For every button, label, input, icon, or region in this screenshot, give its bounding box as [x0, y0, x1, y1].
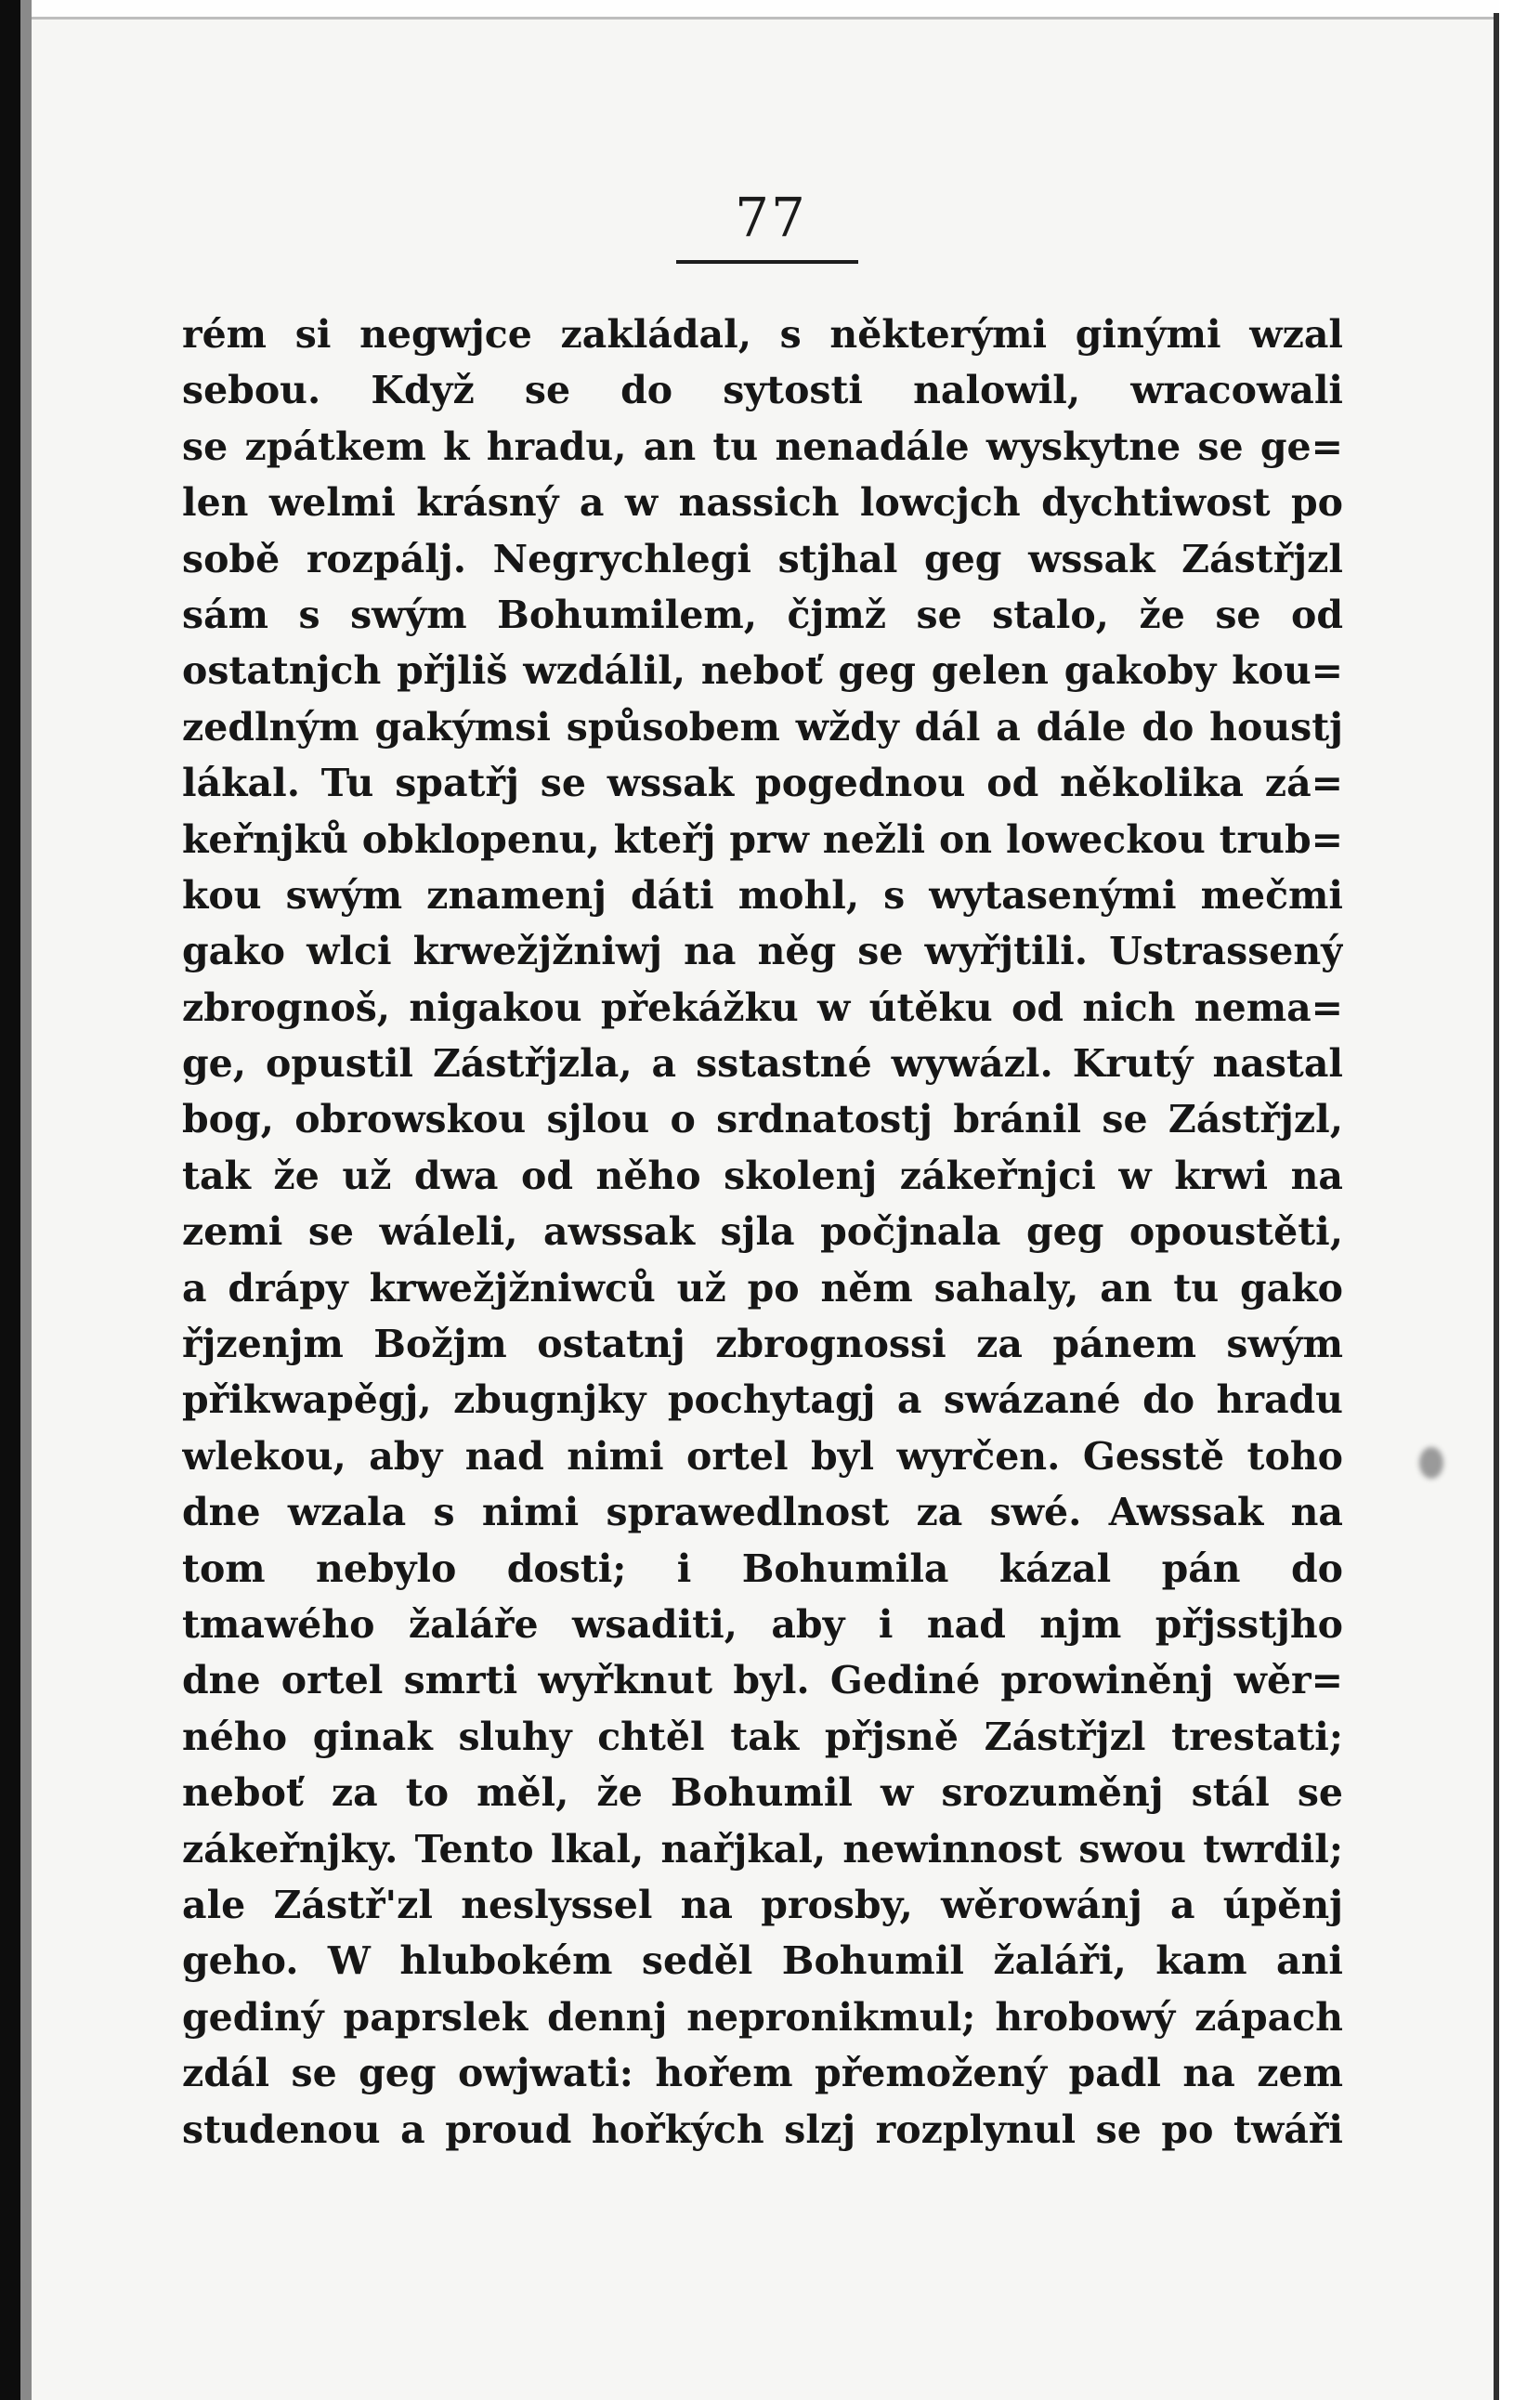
text-line: sebou. Když se do sytosti nalowil, wracowali	[182, 368, 1343, 413]
text-line: keřnjků obklopenu, kteřj prw nežli on loweckou trub=	[182, 816, 1343, 862]
text-line: gediný paprslek dennj nepronikmul; hrobowý zápach	[182, 1994, 1343, 2040]
text-line: studenou a proud hořkých slzj rozplynul se po twáři	[182, 2107, 1343, 2152]
ink-spot	[1419, 1447, 1443, 1479]
text-line: zedlným gakýmsi spůsobem wždy dál a dále do houstj	[182, 704, 1343, 750]
text-line: neboť za to měl, že Bohumil w srozuměnj stál se	[182, 1770, 1343, 1816]
text-line: ného ginak sluhy chtěl tak přjsně Zástřjzl trestati;	[182, 1714, 1343, 1759]
text-line: len welmi krásný a w nassich lowcjch dychtiwost po	[182, 480, 1343, 526]
text-line: přikwapěgj, zbugnjky pochytagj a swázané do hradu	[182, 1377, 1343, 1423]
text-line: a drápy krwežjžniwců už po něm sahaly, an tu gako	[182, 1265, 1343, 1311]
text-line: geho. W hlubokém seděl Bohumil žaláři, kam ani	[182, 1938, 1343, 1984]
page-number: 77	[735, 186, 807, 249]
text-line: bog, obrowskou sjlou o srdnatostj bránil se Zástřjzl,	[182, 1097, 1343, 1142]
text-line: tom nebylo dosti; i Bohumila kázal pán do	[182, 1546, 1343, 1591]
text-line: tak že už dwa od něho skolenj zákeřnjci w krwi na	[182, 1153, 1343, 1198]
text-line: lákal. Tu spatřj se wssak pogednou od několika zá=	[182, 761, 1343, 806]
text-line: řjzenjm Božjm ostatnj zbrognossi za pánem swým	[182, 1322, 1343, 1367]
text-line: sobě rozpálj. Negrychlegi stjhal geg wssak Zástřjzl	[182, 536, 1343, 581]
page-number-rule	[676, 260, 858, 264]
body-text	[182, 307, 1343, 2158]
binding-edge	[0, 0, 20, 2400]
text-line: zdál se geg owjwati: hořem přemožený padl na zem	[182, 2051, 1343, 2096]
scan-margin-right	[1499, 0, 1540, 2400]
text-line: ale Zástř'zl neslyssel na prosby, wěrowánj a úpěnj	[182, 1882, 1343, 1927]
text-line: se zpátkem k hradu, an tu nenadále wyskytne se ge=	[182, 424, 1343, 469]
text-line: sám s swým Bohumilem, čjmž se stalo, že se od	[182, 592, 1343, 637]
text-line: tmawého žaláře wsaditi, aby i nad njm přjsstjho	[182, 1601, 1343, 1647]
text-line: dne wzala s nimi sprawedlnost za swé. Awssak na	[182, 1490, 1343, 1535]
text-line: zákeřnjky. Tento lkal, nařjkal, newinnost swou twrdil;	[182, 1826, 1343, 1872]
text-line: wlekou, aby nad nimi ortel byl wyrčen. Gesstě toho	[182, 1433, 1343, 1479]
text-line: ge, opustil Zástřjzla, a sstastné wywázl. Krutý nastal	[182, 1041, 1343, 1087]
text-line: rém si negwjce zakládal, s některými ginými wzal	[182, 312, 1343, 357]
text-line: ostatnjch přjliš wzdálil, neboť geg gelen gakoby kou=	[182, 648, 1343, 694]
text-line: kou swým znamenj dáti mohl, s wytasenými mečmi	[182, 872, 1343, 918]
binding-shadow	[20, 0, 32, 2400]
text-line: gako wlci krwežjžniwj na něg se wyřjtili. Ustrassený	[182, 929, 1343, 974]
text-line: dne ortel smrti wyřknut byl. Gediné prowiněnj wěr=	[182, 1658, 1343, 1703]
text-line: zbrognoš, nigakou překážku w útěku od nich nema=	[182, 985, 1343, 1030]
text-line: zemi se wáleli, awssak sjla počjnala geg opoustěti,	[182, 1209, 1343, 1255]
